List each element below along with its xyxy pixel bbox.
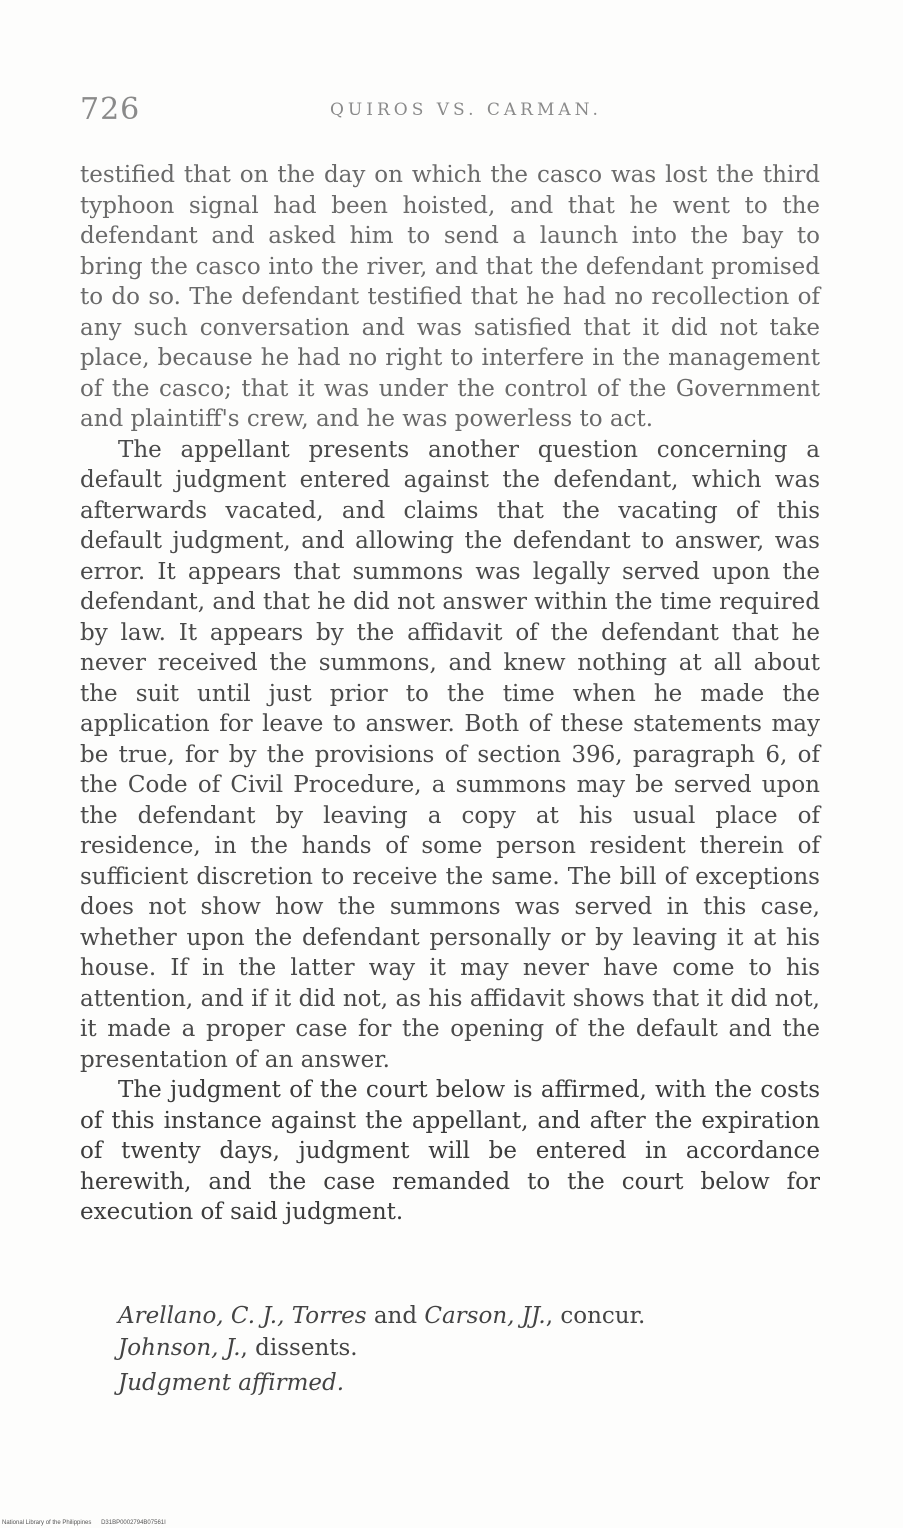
body-text: [80, 160, 820, 1228]
footer-id: D31BP0002794B07561I: [101, 1520, 166, 1526]
dissent-word: , dissents.: [240, 1335, 358, 1361]
page-number: 726: [80, 92, 141, 127]
concurring-justices-2: Carson, JJ.: [424, 1303, 546, 1329]
footer-library: National Library of the Philippines: [2, 1520, 92, 1526]
paragraph-2: The appellant presents another question concerning a default judgment entered against the defendant, which was afterwards vacated, and claims that the vacating of this default judgment, and allowing the defendant to answer, was error. It appears that summons was legally served upon the defendant, and that he did not answer within the time required by law. It appears by the affidavit of the defendant that he never received the summons, and knew nothing at all about the suit until just prior to the time when he made the application for leave to answer. Both of these statements may be true, for by the provisions of section 396, paragraph 6, of the Code of Civil Procedure, a summons may be served upon the defendant by leaving a copy at his usual place of residence, in the hands of some person resident therein of sufficient discretion to receive the same. The bill of exceptions does not show how the summons was served in this case, whether upon the defendant personally or by leaving it at his house. If in the latter way it may never have come to his attention, and if it did not, as his affidavit shows that it did not, it made a proper case for the opening of the default and the presentation of an answer.: [80, 436, 820, 1073]
scan-footer: [2, 1520, 174, 1526]
concurrence-line: [118, 1301, 645, 1331]
concurring-justices: Arellano, C. J., Torres: [118, 1303, 367, 1329]
dissent-line: [118, 1333, 358, 1363]
paragraph-3: The judgment of the court below is affirmed, with the costs of this instance against the appellant, and after the expiration of twenty days, judgment will be entered in accordance herewith, and the case remanded to the court below for execution of said judgment.: [80, 1077, 820, 1225]
paragraph-1: testified that on the day on which the casco was lost the third typhoon signal had been hoisted, and that he went to the defendant and asked him to send a launch into the bay to bring the casco into the river, and that the defendant promised to do so. The defendant testified that he had no recollection of any such conversation and was satisfied that it did not take place, because he had no right to interfere in the management of the casco; that it was under the control of the Government and plaintiff's crew, and he was powerless to act.: [80, 162, 820, 432]
running-head: QUIROS VS. CARMAN.: [330, 100, 602, 120]
dissenting-justice: Johnson, J.: [118, 1335, 241, 1361]
concur-word: , concur.: [545, 1303, 646, 1329]
page-header: [80, 92, 820, 132]
disposition-line: [118, 1368, 344, 1398]
disposition: Judgment affirmed.: [118, 1370, 345, 1396]
and-word: and: [373, 1303, 418, 1329]
